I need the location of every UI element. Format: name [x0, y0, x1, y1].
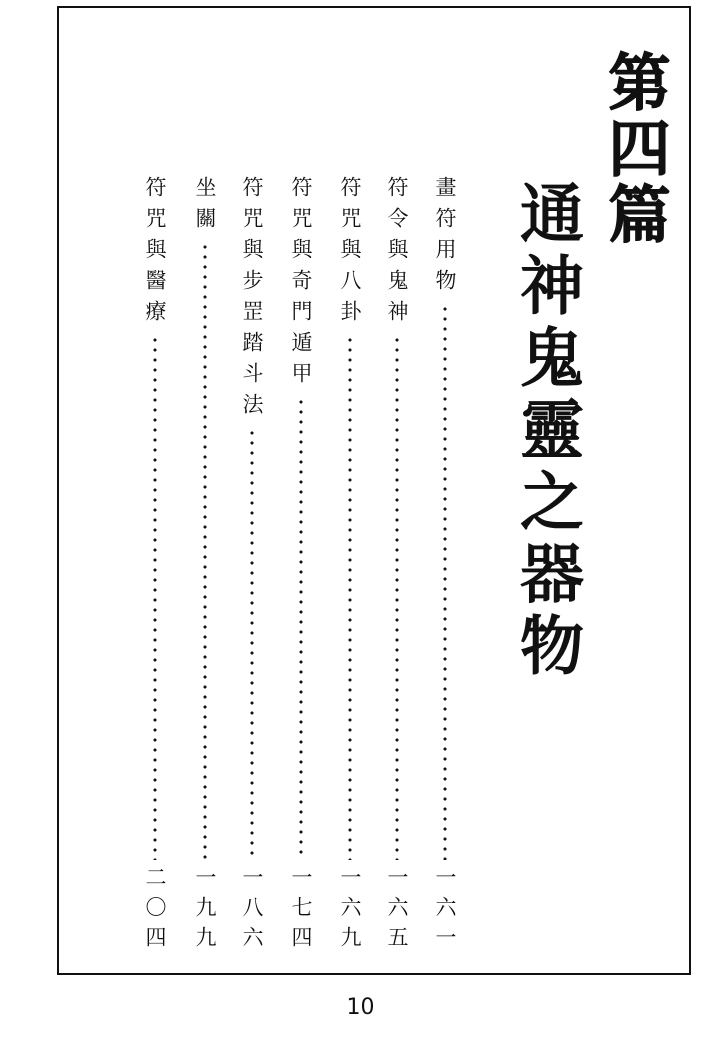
toc-dot-leader: [153, 335, 157, 860]
toc-entry-page: 一八六: [240, 866, 264, 956]
toc-entry[interactable]: [138, 176, 172, 956]
toc-entry-title: 畫符用物: [433, 176, 457, 300]
page-number: 10: [346, 995, 375, 1020]
toc-entry-page: 一六五: [385, 866, 409, 956]
toc-entry-page: 一七四: [289, 866, 313, 956]
toc-entry-title: 符咒與醫療: [143, 176, 167, 331]
toc-dot-leader: [203, 242, 207, 860]
toc-dot-leader: [348, 335, 352, 860]
toc-dot-leader: [250, 428, 254, 860]
toc-entry[interactable]: [428, 176, 462, 956]
toc-entry-page: 一六九: [338, 866, 362, 956]
toc-entry-title: 坐關: [193, 176, 217, 238]
toc-entry[interactable]: [235, 176, 269, 956]
part-title: 通神鬼靈之器物: [509, 180, 583, 684]
toc-entry-title: 符令與鬼神: [385, 176, 409, 331]
toc-entry[interactable]: [333, 176, 367, 956]
toc-dot-leader: [443, 304, 447, 860]
toc-entry[interactable]: [284, 176, 318, 956]
toc-entry-title: 符咒與步罡踏斗法: [240, 176, 264, 424]
toc-dot-leader: [299, 397, 303, 860]
toc-entry-page: 二〇四: [143, 866, 167, 956]
toc-entry-page: 一九九: [193, 866, 217, 956]
toc-entry-title: 符咒與八卦: [338, 176, 362, 331]
toc-entry-page: 一六一: [433, 866, 457, 956]
part-label: 第四篇: [598, 50, 671, 248]
toc-entry[interactable]: [188, 176, 222, 956]
toc-entry-title: 符咒與奇門遁甲: [289, 176, 313, 393]
toc-entry[interactable]: [380, 176, 414, 956]
toc-dot-leader: [395, 335, 399, 860]
